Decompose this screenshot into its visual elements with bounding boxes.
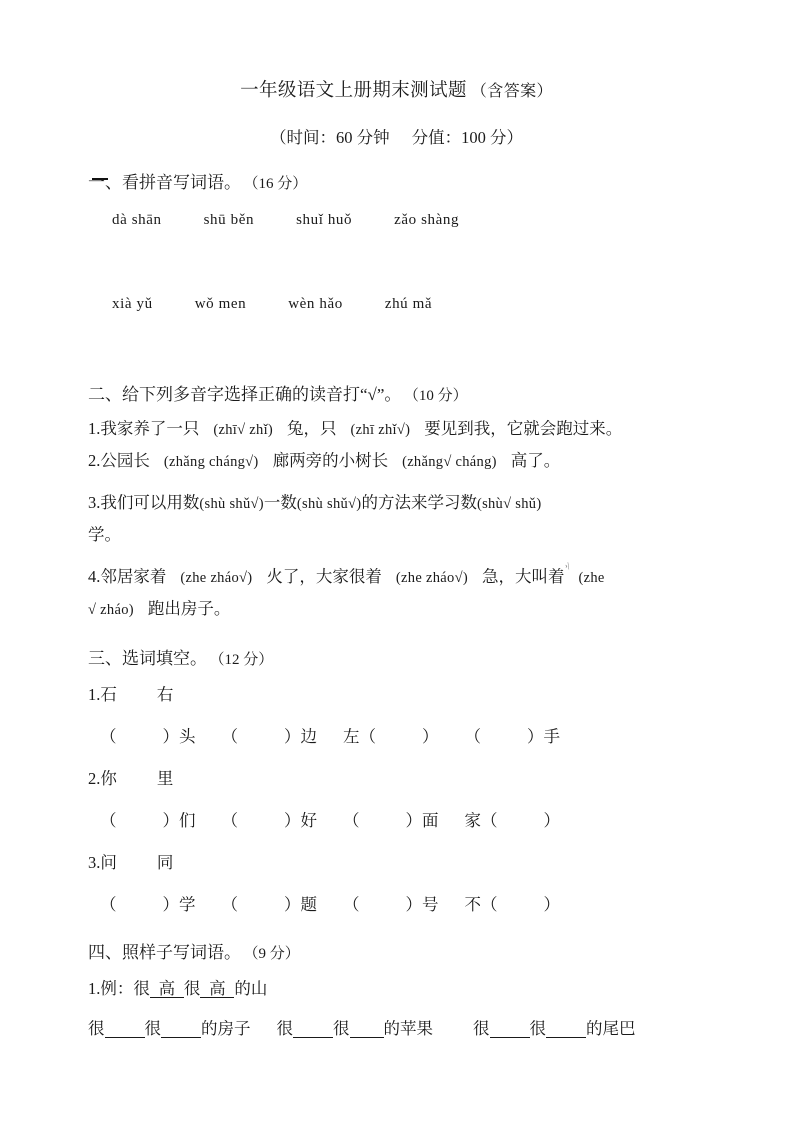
- answer-tail: 的房子: [201, 1019, 251, 1038]
- blank-prefix: 家: [464, 811, 481, 830]
- blank-suffix: 头: [179, 727, 196, 746]
- section-2-title: 二、给下列多音字选择正确的读音打“√”。: [88, 385, 402, 404]
- pinyin-row-2: [112, 296, 432, 313]
- blank-suffix: 号: [422, 895, 439, 914]
- word-choice: 石: [100, 685, 117, 704]
- section-4-answer-row: [88, 1020, 636, 1039]
- pinyin-choice-continued[interactable]: √ zháo): [88, 602, 134, 618]
- section-3-heading: [88, 644, 273, 669]
- word-choice: 同: [156, 853, 174, 872]
- section-2-points: （10 分）: [411, 388, 468, 404]
- pinyin-word: dà shān: [112, 212, 162, 228]
- fill-blank[interactable]: （ ）: [221, 727, 301, 746]
- section-3-group-1-blanks: [100, 728, 560, 747]
- fill-blank[interactable]: （ ）: [221, 811, 301, 830]
- example-filled-word: 高: [200, 980, 234, 998]
- sentence-part: 兔，只: [287, 419, 337, 438]
- pinyin-choice-open[interactable]: (zhe: [578, 570, 605, 586]
- fill-blank[interactable]: （ ）: [100, 811, 179, 830]
- section-2-item-2: [88, 452, 560, 471]
- pinyin-word: shū běn: [203, 212, 255, 228]
- fill-blank[interactable]: （ ）: [343, 811, 422, 830]
- pinyin-choice[interactable]: (shù√ shǔ): [476, 496, 542, 512]
- word-choice: 问: [100, 853, 117, 872]
- page-title: [0, 76, 793, 102]
- word-choice: 右: [156, 685, 174, 704]
- item-number: 2.: [88, 451, 101, 470]
- section-4-example: [88, 980, 267, 999]
- answer-blank[interactable]: [546, 1020, 586, 1038]
- section-2-item-3-wrap: [88, 526, 121, 545]
- section-2-item-1: [88, 420, 622, 439]
- item-number: 4.: [88, 567, 101, 586]
- section-2-item-3: [88, 494, 541, 513]
- blank-suffix: 面: [422, 811, 439, 830]
- section-3-title: 三、选词填空。: [88, 649, 207, 668]
- item-number: 1.: [88, 419, 101, 438]
- sentence-part: 要见到我，它就会跑过来。: [424, 419, 623, 438]
- blank-prefix: 不: [464, 895, 481, 914]
- section-2-item-4: [88, 568, 605, 587]
- word-choice: 你: [100, 769, 117, 788]
- pinyin-word: wǒ men: [194, 296, 247, 312]
- sentence-part: 我家养了一只: [100, 419, 200, 438]
- blank-suffix: 学: [179, 895, 196, 914]
- sentence-wrap: 学。: [88, 525, 121, 544]
- sentence-part: 高了。: [510, 451, 561, 470]
- blank-suffix: 题: [300, 895, 317, 914]
- pinyin-word: shuǐ huǒ: [296, 212, 353, 228]
- answer-blank[interactable]: [105, 1020, 145, 1038]
- answer-mid: 很: [529, 1019, 546, 1038]
- pinyin-word: zǎo shàng: [394, 212, 460, 228]
- example-filled-word: 高: [150, 980, 184, 998]
- pinyin-choice[interactable]: (shù shǔ√): [296, 496, 362, 512]
- example-suffix: 的山: [234, 979, 268, 998]
- sentence-part: 廊两旁的小树长: [272, 451, 389, 470]
- fill-blank[interactable]: （ ）: [481, 895, 560, 914]
- section-2-item-4-wrap: [88, 600, 230, 619]
- word-choice: 里: [156, 769, 174, 788]
- fill-blank[interactable]: （ ）: [343, 895, 422, 914]
- sentence-part: 我们可以用数: [100, 493, 200, 512]
- section-3-group-3-blanks: [100, 896, 560, 915]
- section-3-group-1-chars: [88, 686, 173, 705]
- fill-blank[interactable]: （ ）: [481, 811, 560, 830]
- answer-blank[interactable]: [293, 1020, 333, 1038]
- item-number: 2.: [88, 769, 101, 788]
- section-1-title: 一、看拼音写词语。: [88, 173, 241, 192]
- section-3-points: （12 分）: [217, 652, 274, 668]
- answer-mid: 很: [144, 1019, 161, 1038]
- pinyin-choice[interactable]: (zhī zhǐ√): [350, 422, 411, 438]
- page-title-answer-note: （含答案）: [470, 83, 553, 100]
- pinyin-choice[interactable]: (zhǎng cháng√): [163, 454, 259, 470]
- sentence-part: 邻居家着: [100, 567, 167, 586]
- fill-blank[interactable]: （ ）: [359, 727, 439, 746]
- example-mid: 很: [183, 979, 201, 998]
- section-1-points: （16 分）: [251, 176, 308, 192]
- pinyin-choice[interactable]: (shù shǔ√): [199, 496, 264, 512]
- answer-tail: 的尾巴: [586, 1019, 636, 1038]
- fill-blank[interactable]: （ ）: [100, 895, 179, 914]
- answer-prefix: 很: [473, 1019, 490, 1038]
- sentence-wrap: 跑出房子。: [147, 599, 231, 618]
- answer-blank[interactable]: [490, 1020, 530, 1038]
- blank-suffix: 们: [179, 811, 196, 830]
- section-3-group-2-chars: [88, 770, 173, 789]
- exam-total-score: 分值：100 分）: [411, 128, 523, 147]
- item-number: 1.: [88, 979, 101, 998]
- blank-suffix: 边: [300, 727, 317, 746]
- section-4-heading: [88, 938, 300, 963]
- sentence-part: 一数: [263, 493, 297, 512]
- item-number: 3.: [88, 493, 101, 512]
- pinyin-choice[interactable]: (zhǎng√ cháng): [402, 454, 497, 470]
- sentence-part: 的方法来学习数: [361, 493, 477, 512]
- pinyin-choice[interactable]: (zhe zháo√): [180, 570, 253, 586]
- item-number: 1.: [88, 685, 101, 704]
- section-4-points: （9 分）: [251, 946, 300, 962]
- section-3-group-2-blanks: [100, 812, 560, 831]
- section-3-group-3-chars: [88, 854, 173, 873]
- pinyin-choice[interactable]: (zhī√ zhǐ): [213, 422, 274, 438]
- page-title-text: 一年级语文上册期末测试题: [240, 81, 467, 101]
- section-1-heading: [88, 168, 307, 193]
- answer-blank[interactable]: [350, 1020, 384, 1038]
- exam-time: （时间：60 分钟: [270, 128, 390, 147]
- answer-mid: 很: [333, 1019, 350, 1038]
- answer-blank[interactable]: [161, 1020, 201, 1038]
- item-number: 3.: [88, 853, 101, 872]
- scan-artifact-mark: ›|: [564, 560, 570, 571]
- exam-meta: [0, 124, 793, 148]
- answer-prefix: 很: [88, 1019, 105, 1038]
- pinyin-choice[interactable]: (zhe zháo√): [395, 570, 468, 586]
- sentence-part: 急，大叫着: [481, 567, 565, 586]
- blank-prefix: 左: [343, 727, 360, 746]
- fill-blank[interactable]: （ ）: [221, 895, 301, 914]
- answer-prefix: 很: [276, 1019, 293, 1038]
- fill-blank[interactable]: （ ）: [100, 727, 179, 746]
- example-label: 例：: [100, 979, 134, 998]
- sentence-part: 公园长: [100, 451, 150, 470]
- fill-blank[interactable]: （ ）: [464, 727, 544, 746]
- pinyin-row-1: [112, 212, 459, 229]
- blank-suffix: 手: [543, 727, 560, 746]
- pinyin-word: xià yǔ: [112, 296, 153, 312]
- example-prefix: 很: [133, 979, 150, 998]
- sentence-part: 火了，大家很着: [266, 567, 382, 586]
- blank-suffix: 好: [300, 811, 317, 830]
- section-4-title: 四、照样子写词语。: [88, 943, 241, 962]
- pinyin-word: wèn hǎo: [288, 296, 343, 312]
- answer-tail: 的苹果: [383, 1019, 433, 1038]
- pinyin-word: zhú mǎ: [384, 296, 433, 312]
- section-2-heading: [88, 380, 468, 405]
